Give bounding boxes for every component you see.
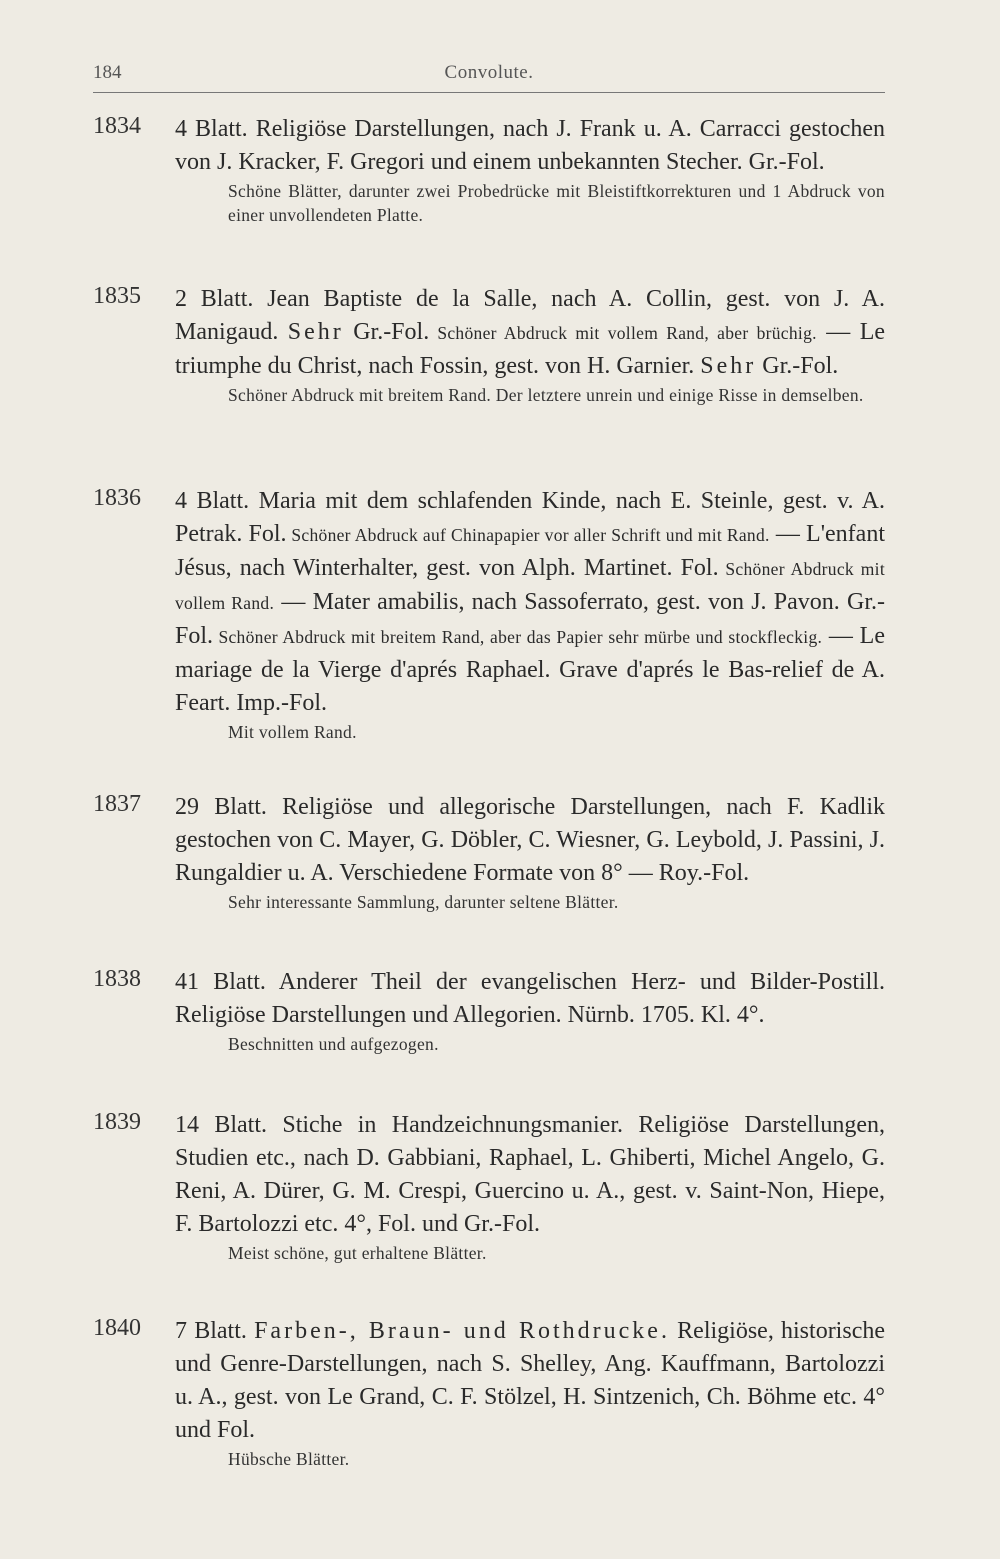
entry-text-part: Gr.-Fol.: [756, 353, 839, 379]
entry-number: 1836: [93, 485, 141, 511]
entry-note: Mit vollem Rand.: [228, 722, 357, 742]
small-remark: Schöner Abdruck mit vollem Rand.: [175, 559, 885, 613]
entry-number: 1840: [93, 1315, 141, 1341]
entry-text: [175, 283, 885, 383]
entry-number: 1838: [93, 966, 141, 992]
page-number: 184: [93, 62, 122, 83]
catalog-entry: [93, 1315, 885, 1471]
entry-text-part: 2 Blatt. Jean Baptiste de la Salle, nach A. Collin, gest. von J. A. Manigaud.: [175, 286, 885, 345]
entry-note: Meist schöne, gut erhaltene Blätter.: [228, 1243, 487, 1263]
entry-note: Beschnitten und aufgezogen.: [228, 1034, 439, 1054]
catalog-entry: [93, 791, 885, 914]
entry-text-part: — Mater amabilis, nach Sassoferrato, gest. von J. Pavon. Gr.-Fol.: [175, 589, 885, 649]
small-remark: Schöner Abdruck auf Chinapapier vor aller Schrift und mit Rand.: [286, 525, 770, 545]
catalog-entry: [93, 283, 885, 407]
entry-text: 14 Blatt. Stiche in Handzeichnungsmanier. Religiöse Darstellungen, Studien etc., nach D. Gabbiani, Raphael, L. Ghiberti, Michel Angelo, G. Reni, A. Dürer, G. M. Crespi, Guercino u. A., gest. v. Saint-Non, Hiepe, F. Bartolozzi etc. 4°, Fol. und Gr.-Fol.: [175, 1112, 885, 1237]
catalog-entry: [93, 1109, 885, 1265]
entry-note: Schöner Abdruck mit breitem Rand. Der letztere unrein und einige Risse in demselben.: [228, 385, 864, 405]
small-remark: Schöner Abdruck mit vollem Rand, aber brüchig.: [429, 323, 817, 343]
spaced-text: Farben-, Braun- und Rothdrucke.: [254, 1318, 670, 1344]
catalog-entry: [93, 113, 885, 227]
spaced-text: Sehr: [287, 319, 344, 345]
entry-number: 1837: [93, 791, 141, 817]
entry-text-part: — Le triumphe du Christ, nach Fossin, gest. von H. Garnier.: [175, 319, 885, 379]
catalog-entry: [93, 485, 885, 744]
entry-note: Hübsche Blätter.: [228, 1449, 350, 1469]
header-rule: [93, 92, 885, 93]
entry-text-part: Gr.-Fol.: [343, 319, 430, 345]
catalog-entry: [93, 966, 885, 1056]
entry-text: 29 Blatt. Religiöse und allegorische Darstellungen, nach F. Kadlik gestochen von C. Mayer, G. Döbler, C. Wiesner, G. Leybold, J. Passini, J. Rungaldier u. A. Verschiedene Formate von 8° — Roy.-Fol.: [175, 794, 885, 886]
entry-text: [175, 1315, 885, 1447]
running-title: Convolute.: [444, 62, 534, 83]
entry-text-part: 7 Blatt.: [175, 1318, 247, 1344]
entry-text-part: 4 Blatt. Maria mit dem schlafenden Kinde, nach E. Steinle, gest. v. A. Petrak. Fol.: [175, 488, 885, 547]
entry-number: 1839: [93, 1109, 141, 1135]
entry-note: Schöne Blätter, darunter zwei Probedrücke mit Bleistiftkorrekturen und 1 Abdruck von einer unvollendeten Platte.: [228, 181, 885, 225]
entry-number: 1834: [93, 113, 141, 139]
spaced-text: Sehr: [700, 353, 757, 379]
entry-text-part: Religiöse, historische und Genre-Darstellungen, nach S. Shelley, Ang. Kauffmann, Bartolozzi u. A., gest. von Le Grand, C. F. Stölzel, H. Sintzenich, Ch. Böhme etc. 4° und Fol.: [175, 1318, 885, 1443]
small-remark: Schöner Abdruck mit breitem Rand, aber das Papier sehr mürbe und stockfleckig.: [213, 627, 823, 647]
entry-text: [175, 485, 885, 720]
page-header: [93, 60, 885, 88]
entry-text-part: — L'enfant Jésus, nach Winterhalter, gest. von Alph. Martinet. Fol.: [175, 521, 885, 581]
entry-text: 4 Blatt. Religiöse Darstellungen, nach J. Frank u. A. Carracci gestochen von J. Kracker, F. Gregori und einem unbekannten Stecher. Gr.-Fol.: [175, 116, 885, 175]
entry-text: 41 Blatt. Anderer Theil der evangelischen Herz- und Bilder-Postill. Religiöse Darstellungen und Allegorien. Nürnb. 1705. Kl. 4°.: [175, 969, 885, 1028]
entry-number: 1835: [93, 283, 141, 309]
entry-note: Sehr interessante Sammlung, darunter seltene Blätter.: [228, 892, 619, 912]
entry-text-part: — Le mariage de la Vierge d'aprés Raphael. Grave d'aprés le Bas-relief de A. Feart. Imp.-Fol.: [175, 623, 885, 716]
